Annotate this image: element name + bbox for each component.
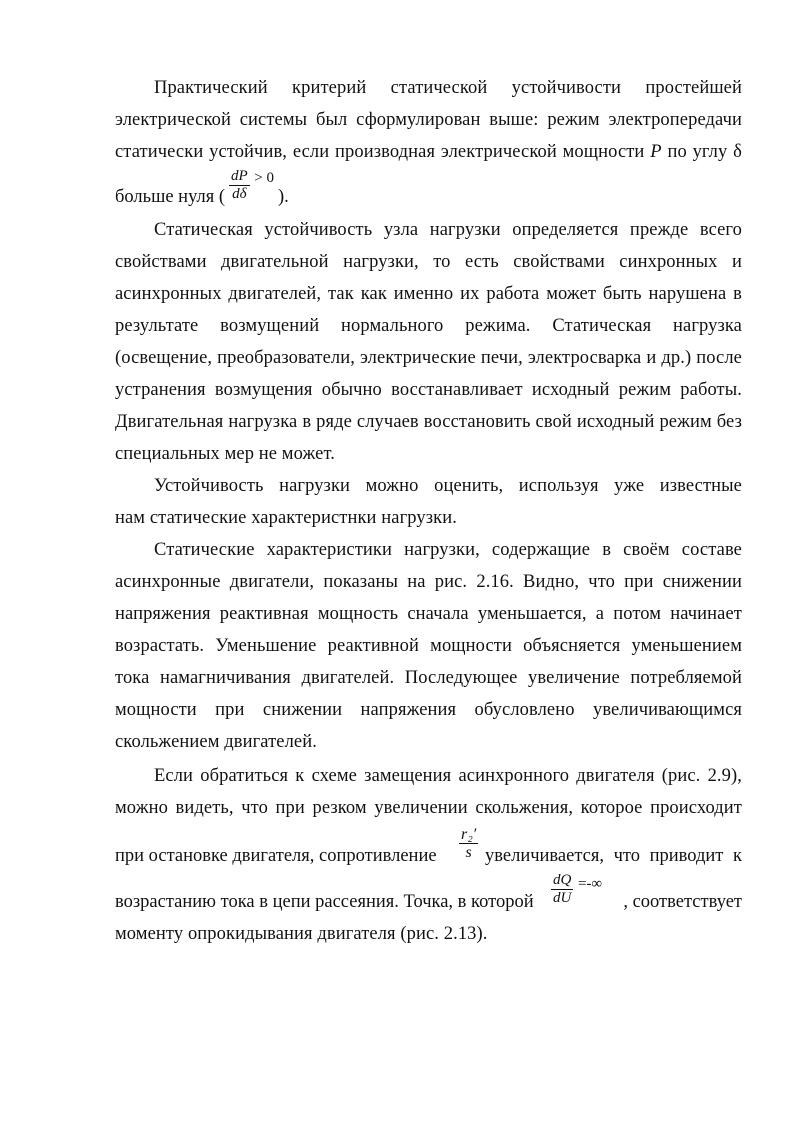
- paragraph-4: [115, 534, 742, 758]
- text-line: свойствами двигательной нагрузки, то есть свойствами синхронных и: [115, 252, 742, 272]
- text-line: Практический критерий статической устойчивости простейшей: [154, 78, 742, 98]
- text-line: тока намагничивания двигателей. Последующее увеличение потребляемой: [115, 668, 742, 688]
- paragraph-2: [115, 214, 742, 470]
- text-line: Устойчивость нагрузки можно оценить, используя уже известные: [154, 476, 742, 496]
- text-line: скольжением двигателей.: [115, 732, 317, 752]
- text-line: устранения возмущения обычно восстанавливает исходный режим работы.: [115, 380, 742, 400]
- derivative-formula-dp-ddelta: $\frac{dP}{d\delta}$ $^{> 0}$: [231, 168, 275, 202]
- paragraph-5: [115, 760, 742, 950]
- text-line: мощности при снижении напряжения обусловлено увеличивающимся: [115, 700, 742, 720]
- paragraph-1: [115, 72, 742, 212]
- text-line: электрической системы был сформулирован выше: режим электропередачи: [115, 110, 742, 130]
- text-line: специальных мер не может.: [115, 444, 335, 464]
- paragraph-3: [115, 470, 742, 534]
- text-line: асинхронных двигателей, так как именно их работа может быть нарушена в: [115, 284, 742, 304]
- text-line: Двигательная нагрузка в ряде случаев восстановить свой исходный режим без: [115, 412, 742, 432]
- text-line: результате возмущений нормального режима. Статическая нагрузка: [115, 316, 742, 336]
- text-line: напряжения реактивная мощность сначала уменьшается, а потом начинает: [115, 604, 742, 624]
- text-line: Статические характеристики нагрузки, содержащие в своём составе: [154, 540, 742, 560]
- text-line: нам статические характеристнки нагрузки.: [115, 508, 457, 528]
- text-line: возрастать. Уменьшение реактивной мощности объясняется уменьшением: [115, 636, 742, 656]
- fraction-r2-over-s: $\frac{\text{r₂′}}{s}$: [461, 826, 477, 861]
- text-line: можно видеть, что при резком увеличении скольжения, которое происходит: [115, 798, 742, 818]
- text-line-with-formula: при остановке двигателя, сопротивление $\frac{\text{r₂′}}{s}$ увеличивается, что приводит к: [115, 826, 742, 866]
- text-line: моменту опрокидывания двигателя (рис. 2.13).: [115, 924, 488, 944]
- text-line: Статическая устойчивость узла нагрузки определяется прежде всего: [154, 220, 742, 240]
- text-line-with-formula: возрастанию тока в цепи рассеяния. Точка, в которой $\frac{dQ}{dU}$ =-∞ , соответствует: [115, 872, 742, 912]
- variable-p: P: [650, 142, 662, 162]
- text-line-with-formula: больше нуля ( $\frac{dP}{d\delta}$ $^{> 0}$ ).: [115, 168, 289, 207]
- text-line: статически устойчив, если производная электрической мощности P по углу δ: [115, 142, 742, 162]
- derivative-formula-dq-du: $\frac{dQ}{dU}$ =-∞: [553, 872, 603, 906]
- text-line: асинхронные двигатели, показаны на рис. 2.16. Видно, что при снижении: [115, 572, 742, 592]
- text-line: (освещение, преобразователи, электрические печи, электросварка и др.) после: [115, 348, 742, 368]
- text-body: [115, 72, 742, 950]
- text-line: Если обратиться к схеме замещения асинхронного двигателя (рис. 2.9),: [154, 766, 742, 786]
